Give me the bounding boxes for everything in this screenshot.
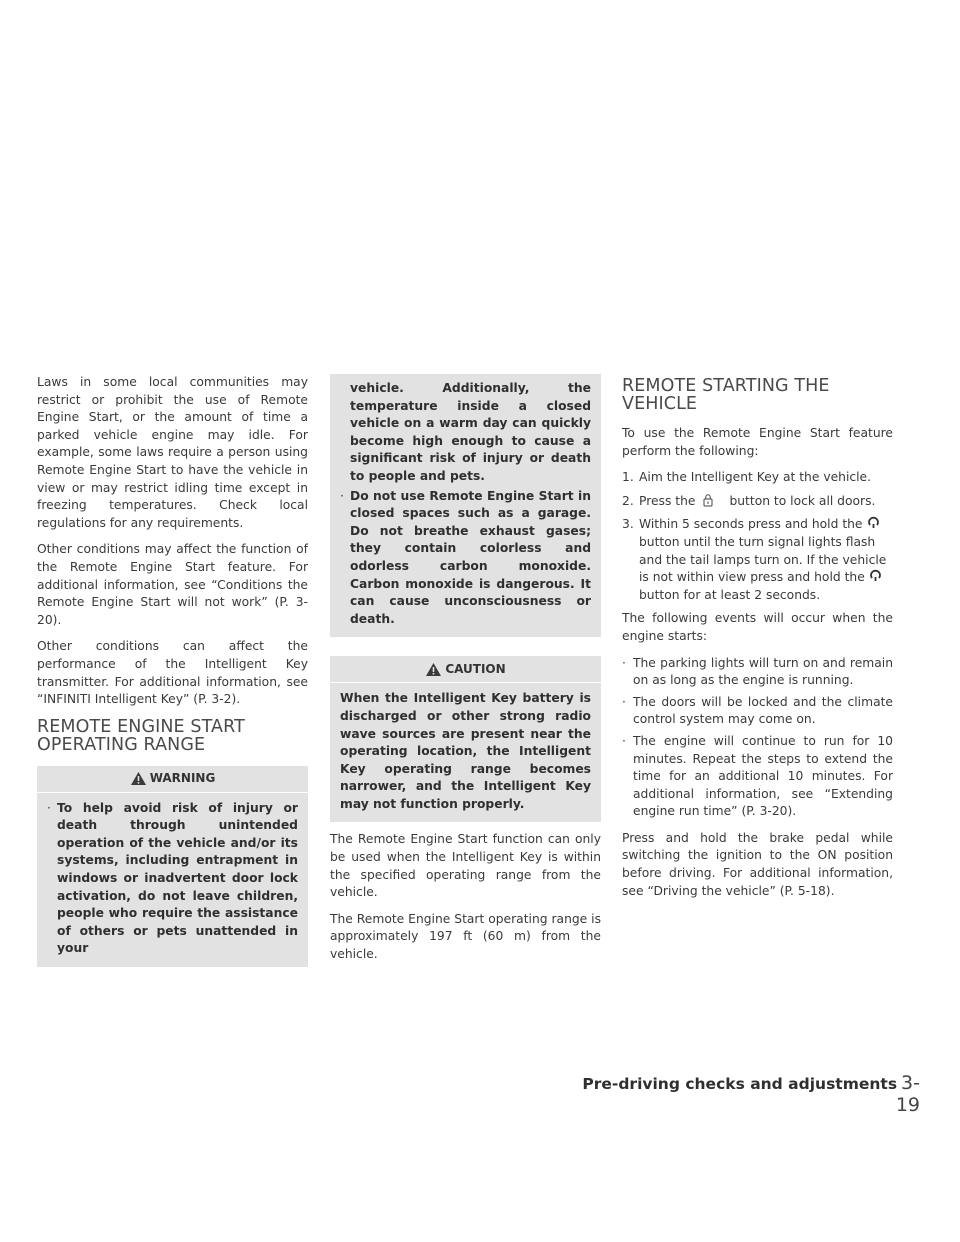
warning-header (37, 766, 308, 793)
warning-bullet-continued: vehicle. Additionally, the temperature inside a closed vehicle on a warm day can quickly become high enough to cause a significant risk of injury or death to people and pets. (350, 381, 591, 483)
paragraph: To use the Remote Engine Start feature perform the following: (622, 426, 893, 458)
warning-label: WARNING (149, 770, 216, 785)
caution-icon (425, 662, 442, 677)
step-1: 1. Aim the Intelligent Key at the vehicle. (622, 470, 872, 485)
event-item: · The doors will be locked and the climate control system may come on. (622, 694, 893, 727)
step-3: 3. Within 5 seconds press and hold the button until the turn signal lights flash and the tail lamps turn on. If the vehicle is not within view press and hold thebutton for at least 2 seconds. (622, 517, 887, 602)
page-number: 3-19 (895, 1072, 920, 1116)
remote-start-icon (867, 516, 880, 529)
warning-icon (130, 771, 147, 786)
event-item: · The parking lights will turn on and remain on as long as the engine is running. (622, 655, 893, 688)
lock-icon (701, 493, 715, 507)
paragraph: The following events will occur when the engine starts: (622, 611, 893, 643)
caution-box (330, 656, 601, 822)
page-footer (560, 1072, 920, 1116)
footer-section-title: Pre-driving checks and adjustments (582, 1075, 898, 1093)
column-left (37, 374, 308, 976)
warning-box (37, 766, 308, 967)
column-middle (330, 374, 601, 973)
paragraph: The Remote Engine Start function can only be used when the Intelligent Key is within the specified operating range from the vehicle. (330, 832, 601, 900)
caution-text: When the Intelligent Key battery is discharged or other strong radio wave sources are present near the operating location, the Intelligent Key operating range becomes narrower, and the Intelligent Key may not function properly. (340, 691, 591, 811)
paragraph: Other conditions may affect the function of the Remote Engine Start feature. For additional information, see “Conditions the Remote Engine Start will not work” (P. 3-20). (37, 542, 308, 627)
column-right (622, 374, 893, 909)
event-item: · The engine will continue to run for 10 minutes. Repeat the steps to extend the time for an additional 10 minutes. For additional information, see “Extending engine run time” (P. 3-20). (622, 733, 893, 819)
section-heading: REMOTE ENGINE START OPERATING RANGE (37, 716, 245, 755)
warning-bullet: · Do not use Remote Engine Start in closed spaces such as a garage. Do not breathe exhaust gases; they contain colorless and odorless carbon monoxide. Carbon monoxide is dangerous. It can cause unconsciousness or death. (340, 488, 591, 626)
caution-label: CAUTION (445, 661, 506, 676)
paragraph: Press and hold the brake pedal while switching the ignition to the ON position before driving. For additional information, see “Driving the vehicle” (P. 5-18). (622, 830, 893, 898)
warning-bullet: · To help avoid risk of injury or death through unintended operation of the vehicle and/or its systems, including entrapment in windows or inadvertent door lock activation, do not leave children, people who require the assistance of others or pets unattended in your (47, 800, 298, 956)
caution-header (330, 656, 601, 683)
warning-box-continued (330, 374, 601, 637)
step-2: 2. Press the button to lock all doors. (622, 493, 876, 508)
paragraph: Other conditions can affect the performance of the Intelligent Key transmitter. For additional information, see “INFINITI Intelligent Key” (P. 3-2). (37, 639, 308, 707)
section-heading: REMOTE STARTING THE VEHICLE (622, 376, 830, 414)
paragraph: Laws in some local communities may restrict or prohibit the use of Remote Engine Start, or the amount of time a parked vehicle engine may idle. For example, some laws require a person using Remote Engine Start to have the vehicle in view or may restrict idling time except in freezing temperatures. Check local regulations for any requirements. (37, 375, 308, 530)
paragraph: The Remote Engine Start operating range is approximately 197 ft (60 m) from the vehicle. (330, 911, 601, 962)
remote-start-icon (869, 569, 882, 582)
